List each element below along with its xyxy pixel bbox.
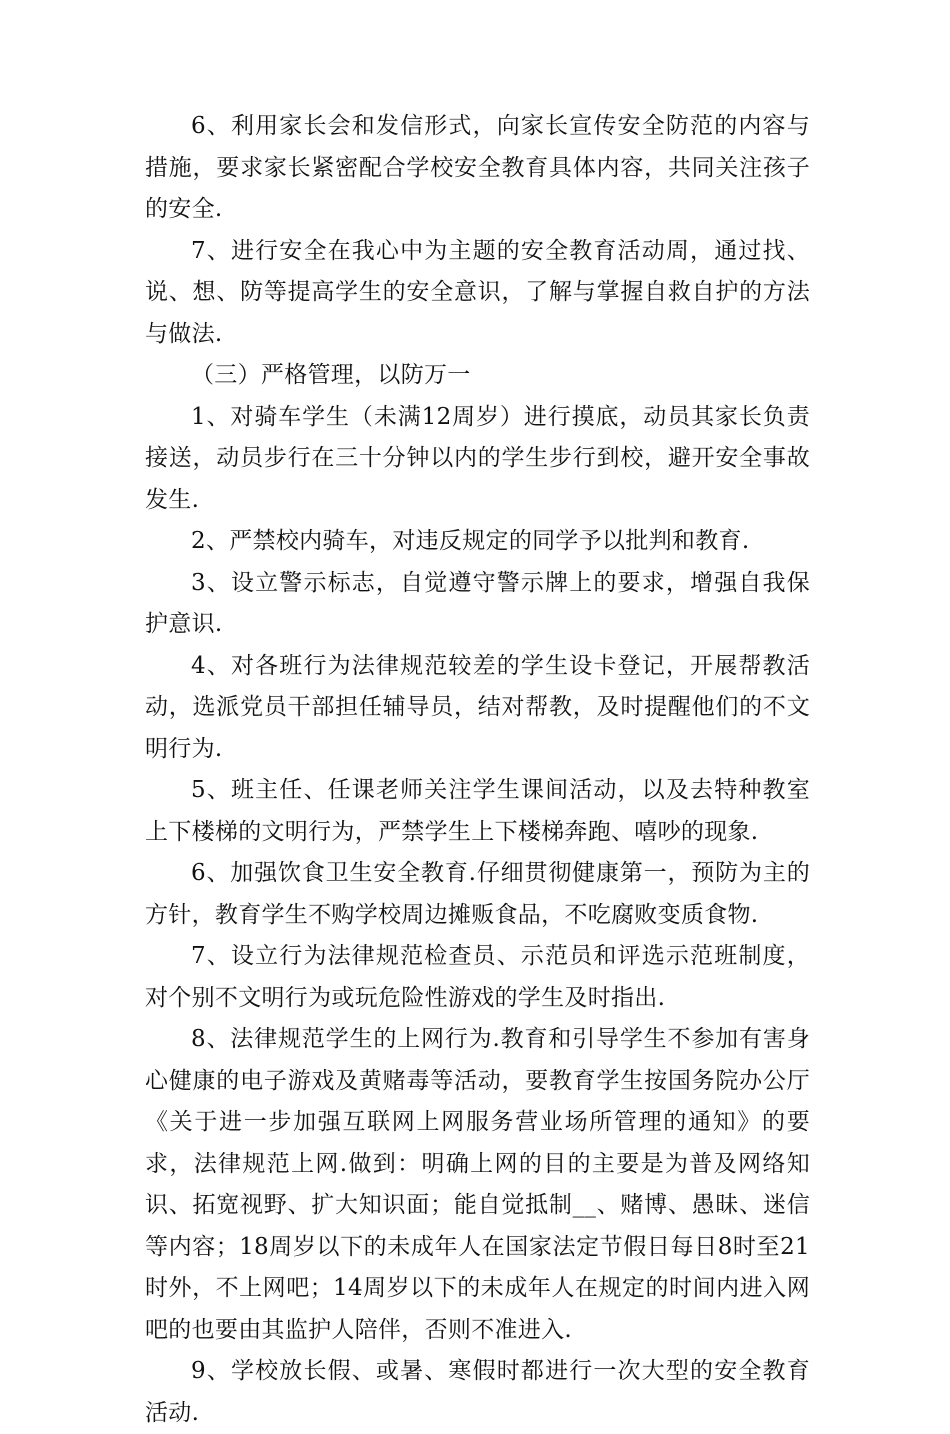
paragraph-item-7-safety-week: 7、进行安全在我心中为主题的安全教育活动周，通过找、说、想、防等提高学生的安全意识，了解与掌握自救自护的方法与做法. <box>145 237 810 347</box>
paragraph-item-8-internet-behavior: 8、法律规范学生的上网行为.教育和引导学生不参加有害身心健康的电子游戏及黄赌毒等活动，要教育学生按国务院办公厅《关于进一步加强互联网上网服务营业场所管理的通知》的要求，法律规范上网.做到：明确上网的目的主要是为普及网络知识、拓宽视野、扩大知识面；能自觉抵制__、赌博、愚昧、迷信等内容；18周岁以下的未成年人在国家法定节假日每日8时至21时外，不上网吧；14周岁以下的未成年人在规定的时间内进入网吧的也要由其监护人陪伴，否则不准进入. <box>145 1026 810 1343</box>
paragraph-item-1-cycling-students: 1、对骑车学生（未满12周岁）进行摸底，动员其家长负责接送，动员步行在三十分钟以内的学生步行到校，避开安全事故发生. <box>145 403 810 513</box>
paragraph-item-3-warning-signs: 3、设立警示标志，自觉遵守警示牌上的要求，增强自我保护意识. <box>145 569 810 637</box>
paragraph-item-6-food-safety: 6、加强饮食卫生安全教育.仔细贯彻健康第一，预防为主的方针，教育学生不购学校周边摊贩食品，不吃腐败变质食物. <box>145 860 810 928</box>
paragraph-item-9-holiday-education: 9、学校放长假、或暑、寒假时都进行一次大型的安全教育活动. <box>145 1358 810 1426</box>
paragraph-item-7-inspectors: 7、设立行为法律规范检查员、示范员和评选示范班制度，对个别不文明行为或玩危险性游戏的学生及时指出. <box>145 943 810 1011</box>
paragraph-item-2-no-cycling: 2、严禁校内骑车，对违反规定的同学予以批判和教育. <box>191 528 750 554</box>
section-heading-strict-management: （三）严格管理，以防万一 <box>191 362 471 388</box>
document-body <box>145 106 810 1434</box>
paragraph-item-6-parent-meeting: 6、利用家长会和发信形式，向家长宣传安全防范的内容与措施，要求家长紧密配合学校安全教育具体内容，共同关注孩子的安全. <box>145 113 810 222</box>
paragraph-item-5-teacher-attention: 5、班主任、任课老师关注学生课间活动，以及去特种教室上下楼梯的文明行为，严禁学生上下楼梯奔跑、嘻吵的现象. <box>145 777 810 845</box>
paragraph-item-4-mentoring: 4、对各班行为法律规范较差的学生设卡登记，开展帮教活动，选派党员干部担任辅导员，结对帮教，及时提醒他们的不文明行为. <box>145 652 810 762</box>
